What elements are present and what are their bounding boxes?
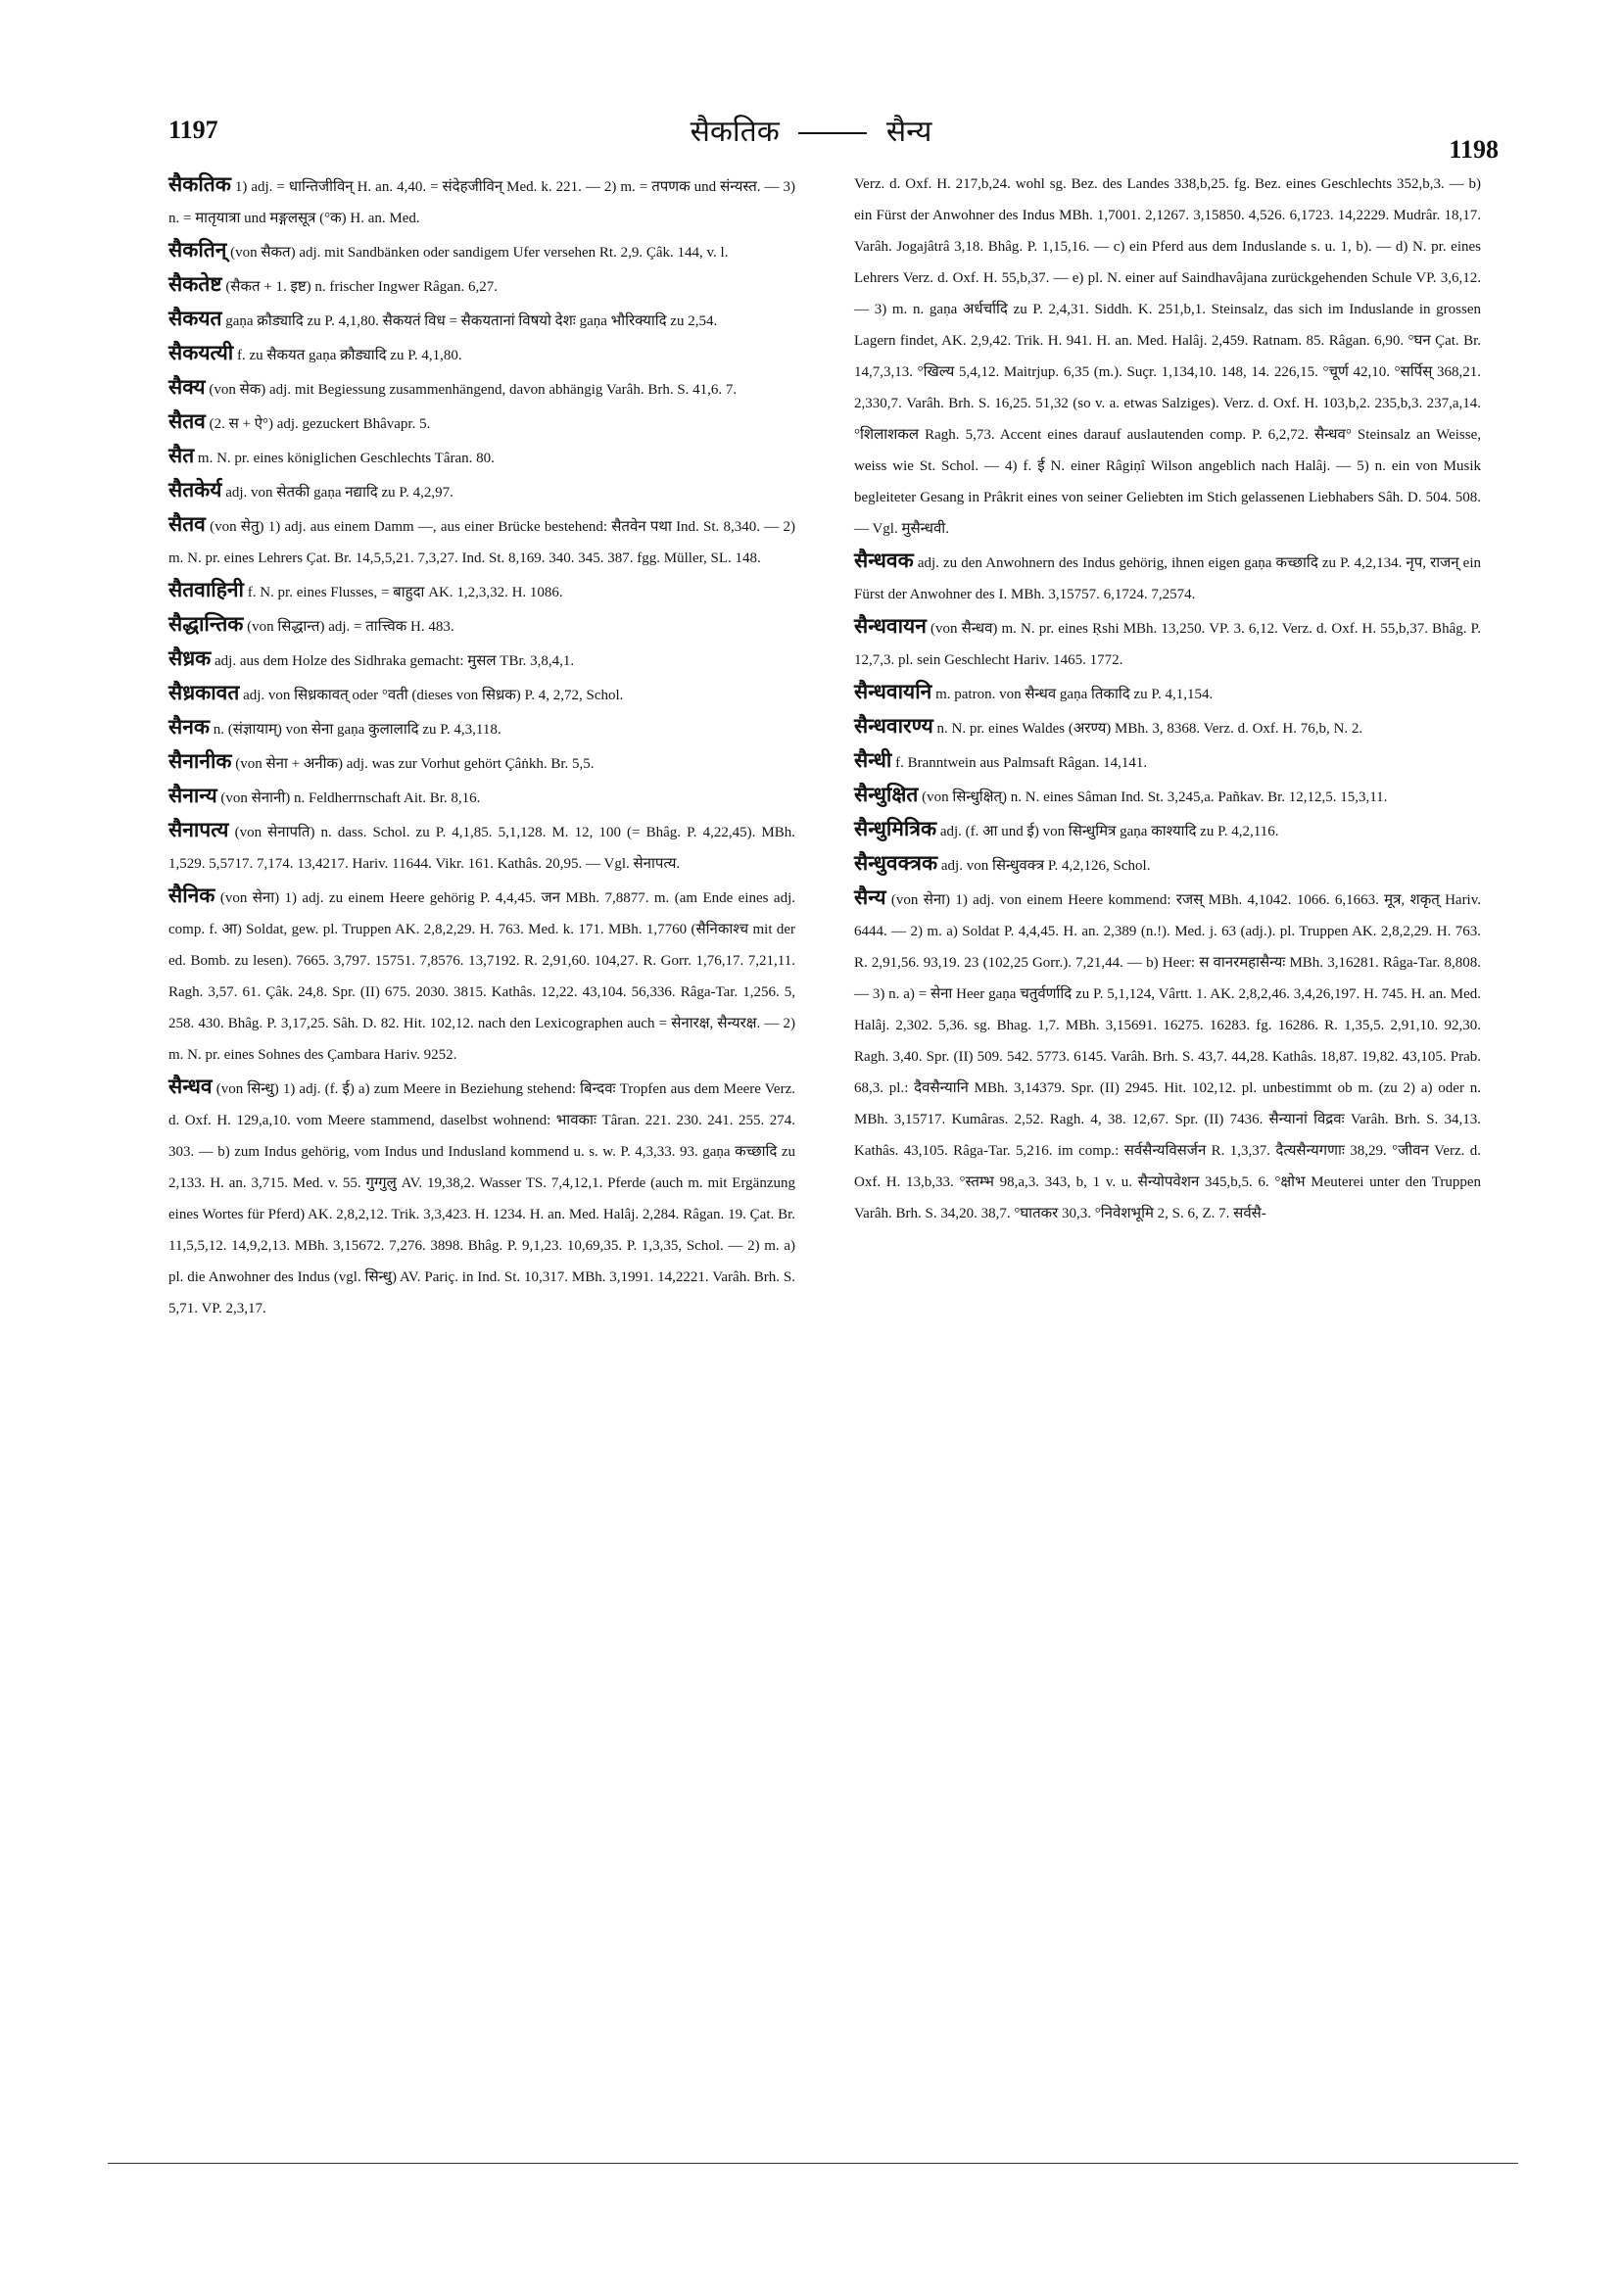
entry-text: adj. aus dem Holze des Sidhraka gemacht: मुसल TBr. 3,8,4,1. bbox=[215, 653, 575, 669]
dictionary-entry bbox=[168, 406, 795, 440]
entry-text: gaṇa क्रौड्यादि zu P. 4,1,80. सैकयतं विध = सैकयतानां विषयो देशः gaṇa भौरिक्यादि zu 2,54. bbox=[225, 313, 718, 329]
entry-headword: सैकयत्यी bbox=[168, 341, 234, 364]
dictionary-entry bbox=[854, 710, 1481, 744]
entry-text: adj. (f. आ und ई) von सिन्धुमित्र gaṇa काश्यादि zu P. 4,2,116. bbox=[939, 824, 1279, 839]
entry-text: 1) adj. = धान्तिजीविन् H. an. 4,40. = संदेहजीविन् Med. k. 221. — 2) m. = तपणक und संन्यस्त. — 3) n. = मातृयात्रा und मङ्गलसूत्र (°क) H. an. Med. bbox=[168, 179, 796, 226]
dictionary-entry bbox=[168, 677, 795, 711]
dictionary-entry bbox=[168, 234, 795, 268]
dictionary-entry bbox=[168, 303, 795, 337]
entry-text: f. Branntwein aus Palmsaft Râgan. 14,141. bbox=[895, 755, 1148, 771]
left-page-number: 1197 bbox=[168, 116, 218, 144]
entry-text: (von सिन्धु) 1) adj. (f. ई) a) zum Meere in Beziehung stehend: बिन्दवः Tropfen aus dem Meere Verz. d. Oxf. H. 129,a,10. vom Meere stammend, daselbst wohnend: भावकाः Târan. 221. 230. 241. 255. 274. 303. — b) zum Indus gehörig, vom Indus und Indusland kommend u. s. w. P. 4,3,33. 93. gaṇa कच्छादि zu 2,133. H. an. 3,715. Med. v. 55. गुग्गुलु AV. 19,38,2. Wasser TS. 7,4,12,1. Pferde (auch m. mit Ergänzung eines Wortes für Pferd) AK. 2,8,2,12. Trik. 3,3,423. H. 1234. H. an. Med. Halâj. 2,284. Râgan. 19. Çat. Br. 11,5,5,12. 14,9,2,13. MBh. 3,15672. 7,276. 3898. Bhâg. P. 9,1,23. 10,69,35. P. 1,3,35, Schol. — 2) m. a) pl. die Anwohner des Indus (vgl. सिन्धु) AV. Pariç. in Ind. St. 10,317. MBh. 3,1991. 14,2221. Varâh. Brh. S. 5,71. VP. 2,3,17. bbox=[168, 1081, 795, 1316]
entry-text: adj. von सिध्रकावत् oder °वती (dieses von सिध्रक) P. 4, 2,72, Schol. bbox=[243, 688, 624, 703]
dictionary-entry bbox=[168, 880, 795, 1071]
entry-text: adj. zu den Anwohnern des Indus gehörig, ihnen eigen gaṇa कच्छादि zu P. 4,2,134. नृप, राजन् ein Fürst der Anwohner des I. MBh. 3,15757. 6,1724. 7,2574. bbox=[854, 555, 1481, 602]
dictionary-entry bbox=[854, 610, 1481, 676]
entry-text: (von सैन्धव) m. N. pr. eines Ṛshi MBh. 13,250. VP. 3. 6,12. Verz. d. Oxf. H. 55,b,37. Bhâg. P. 12,7,3. pl. sein Geschlecht Hariv. 1465. 1772. bbox=[854, 621, 1481, 668]
entry-text: (2. स + ऐ°) adj. gezuckert Bhâvapr. 5. bbox=[209, 416, 431, 432]
entry-headword: सैक्य bbox=[168, 375, 206, 399]
entry-text: (von सेतु) 1) adj. aus einem Damm —, aus einer Brücke bestehend: सैतवेन पथा Ind. St. 8,340. — 2) m. N. pr. eines Lehrers Çat. Br. 14,5,5,21. 7,3,27. Ind. St. 8,169. 340. 345. 387. fgg. Müller, SL. 148. bbox=[168, 519, 795, 566]
entry-text: adj. von सेतकी gaṇa नद्यादि zu P. 4,2,97. bbox=[225, 485, 453, 501]
entry-headword: सैनान्य bbox=[168, 784, 217, 807]
entry-text: f. N. pr. eines Flusses, = बाहुदा AK. 1,2,3,32. H. 1086. bbox=[247, 585, 563, 600]
dictionary-entry bbox=[168, 337, 795, 371]
dictionary-entry bbox=[168, 1071, 795, 1324]
entry-headword: सैन्धवक bbox=[854, 549, 914, 572]
dictionary-entry bbox=[168, 574, 795, 608]
dictionary-entry bbox=[168, 508, 795, 574]
entry-text: adj. von सिन्धुवक्त्र P. 4,2,126, Schol. bbox=[940, 858, 1151, 874]
dictionary-entry bbox=[168, 643, 795, 677]
dictionary-entry bbox=[168, 474, 795, 508]
dictionary-entry bbox=[168, 780, 795, 814]
dictionary-entry bbox=[168, 168, 795, 234]
footer-rule bbox=[108, 2163, 1518, 2164]
entry-text: f. zu सैकयत gaṇa क्रौड्यादि zu P. 4,1,80. bbox=[236, 348, 462, 363]
entry-text: (von सेनापति) n. dass. Schol. zu P. 4,1,85. 5,1,128. M. 12, 100 (= Bhâg. P. 4,22,45). MBh. 1,529. 5,5717. 7,174. 13,4217. Hariv. 11644. Vikr. 161. Kathâs. 20,95. — Vgl. सेनापत्य. bbox=[168, 825, 796, 872]
entry-text: m. patron. von सैन्धव gaṇa तिकादि zu P. 4,1,154. bbox=[935, 687, 1214, 702]
dictionary-entry bbox=[854, 744, 1481, 779]
dictionary-entry bbox=[168, 371, 795, 406]
header-dash bbox=[798, 132, 867, 134]
entry-headword: सैकतिन् bbox=[168, 238, 227, 262]
entry-headword: सैध्रक bbox=[168, 646, 212, 670]
dictionary-entry bbox=[854, 676, 1481, 710]
entry-headword: सैन्धुवक्त्रक bbox=[854, 851, 938, 875]
entry-headword: सैन्धव bbox=[168, 1075, 213, 1098]
running-header bbox=[0, 110, 1622, 150]
entry-headword: सैकतेष्ट bbox=[168, 272, 222, 296]
dictionary-entry bbox=[854, 168, 1481, 545]
entry-text: n. N. pr. eines Waldes (अरण्य) MBh. 3, 8368. Verz. d. Oxf. H. 76,b, N. 2. bbox=[936, 721, 1363, 737]
entry-headword: सैतव bbox=[168, 409, 206, 433]
dictionary-entry bbox=[854, 813, 1481, 847]
entry-headword: सैतव bbox=[168, 512, 206, 536]
dictionary-entry bbox=[168, 711, 795, 745]
left-column bbox=[168, 168, 795, 1324]
dictionary-entry bbox=[854, 847, 1481, 882]
entry-text: (von सैकत) adj. mit Sandbänken oder sandigem Ufer versehen Rt. 2,9. Çâk. 144, v. l. bbox=[230, 245, 729, 261]
entry-headword: सैनिक bbox=[168, 884, 215, 907]
entry-text: (von सिद्धान्त) adj. = तात्त्विक H. 483. bbox=[247, 619, 454, 635]
right-column bbox=[854, 168, 1481, 1229]
entry-text: (von सेना) 1) adj. zu einem Heere gehörig P. 4,4,45. जन MBh. 7,8877. m. (am Ende eines adj. comp. f. आ) Soldat, gew. pl. Truppen AK. 2,8,2,29. H. 763. Med. k. 171. MBh. 1,7760 (सैनिकाश्च mit der ed. Bomb. zu lesen). 7665. 3,797. 15751. 7,8576. 13,7192. R. 2,91,60. 104,27. R. Gorr. 1,76,17. 7,21,11. Ragh. 3,57. 61. Çâk. 24,8. Spr. (II) 675. 2030. 3815. Kathâs. 12,22. 43,104. 56,336. Râga-Tar. 1,256. 5, 258. 430. Bhâg. P. 3,17,25. Sâh. D. 82. Hit. 102,12. nach den Lexicographen auch = सेनारक्ष, सैन्यरक्ष. — 2) m. N. pr. eines Sohnes des Çambara Hariv. 9252. bbox=[168, 890, 795, 1063]
dictionary-entry bbox=[854, 882, 1481, 1229]
entry-text: n. (संज्ञायाम्) von सेना gaṇa कुलालादि zu P. 4,3,118. bbox=[213, 722, 501, 738]
entry-headword: सैन्य bbox=[854, 885, 886, 909]
entry-headword: सैध्रकावत bbox=[168, 681, 240, 704]
entry-headword: सैन्धुमित्रिक bbox=[854, 817, 937, 840]
entry-headword: सैत bbox=[168, 444, 195, 467]
entry-headword: सैकयत bbox=[168, 307, 222, 330]
first-headword: सैकतिक bbox=[690, 115, 780, 149]
entry-text: (von सेनानी) n. Feldherrnschaft Ait. Br. 8,16. bbox=[220, 790, 481, 806]
entry-headword: सैन्धवारण्य bbox=[854, 714, 933, 738]
entry-text: (von सेना + अनीक) adj. was zur Vorhut gehört Çâṅkh. Br. 5,5. bbox=[235, 756, 595, 772]
entry-headword: सैन्धी bbox=[854, 748, 892, 772]
entry-text: Verz. d. Oxf. H. 217,b,24. wohl sg. Bez. des Landes 338,b,25. fg. Bez. eines Geschlechts 352,b,3. — b) ein Fürst der Anwohner des Indus MBh. 1,7001. 2,1267. 3,15850. 4,526. 6,1723. 14,2229. Mudrâr. 18,17. Varâh. Jogajâtrâ 3,18. Bhâg. P. 1,15,16. — c) ein Pferd aus dem Induslande s. u. 1, b). — d) N. pr. eines Lehrers Verz. d. Oxf. H. 55,b,37. — e) pl. N. einer auf Saindhavâjana zurückgehenden Schule VP. 3,6,12. — 3) m. n. gaṇa अर्धर्चादि zu P. 2,4,31. Siddh. K. 251,b,1. Steinsalz, das sich im Induslande in grossen Lagern findet, AK. 2,9,42. Trik. H. 941. H. an. Med. Halâj. 2,459. Ratnam. 85. Râgan. 6,90. °घन Çat. Br. 14,7,3,13. °खिल्य 5,4,12. Maitrjup. 6,35 (m.). Suçr. 1,134,10. 148, 14. 226,15. °चूर्ण 42,10. °सर्पिस् 368,21. 2,330,7. Varâh. Brh. S. 16,25. 51,32 (so v. a. etwas Salziges). Verz. d. Oxf. H. 103,b,2. 235,b,3. 237,a,14. °शिलाशकल Ragh. 5,73. Accent eines darauf auslautenden comp. P. 6,2,72. सैन्धव° Steinsalz an Weisse, weiss wie St. Schol. — 4) f. ई N. einer Râgiṇî Wilson angeblich nach Halâj. — 5) n. ein von Musik begleiteter Gesang in Prâkrit eines von seiner Geliebten im Stich gelassenen Liebhabers Sâh. D. 504. 508. — Vgl. मुसैन्धवी. bbox=[854, 176, 1481, 537]
entry-headword: सैन्धवायनि bbox=[854, 680, 932, 703]
entry-headword: सैनापत्य bbox=[168, 818, 229, 841]
entry-headword: सैनक bbox=[168, 715, 210, 739]
dictionary-entry bbox=[168, 745, 795, 780]
last-headword: सैन्य bbox=[885, 115, 932, 149]
dictionary-entry bbox=[854, 779, 1481, 813]
right-page-number: 1198 bbox=[1449, 135, 1499, 164]
entry-headword: सैतकेर्य bbox=[168, 478, 222, 502]
dictionary-entry bbox=[168, 608, 795, 643]
entry-headword: सैतवाहिनी bbox=[168, 578, 244, 601]
entry-headword: सैन्धुक्षित bbox=[854, 783, 919, 806]
dictionary-entry bbox=[168, 268, 795, 303]
entry-text: (सैकत + 1. इष्ट) n. frischer Ingwer Râgan. 6,27. bbox=[225, 279, 498, 295]
entry-text: (von सेक) adj. mit Begiessung zusammenhängend, davon abhängig Varâh. Brh. S. 41,6. 7. bbox=[209, 382, 738, 398]
entry-text: (von सिन्धुक्षित्) n. N. eines Sâman Ind. St. 3,245,a. Pañkav. Br. 12,12,5. 15,3,11. bbox=[922, 789, 1388, 805]
entry-headword: सैन्धवायन bbox=[854, 614, 927, 638]
dictionary-entry bbox=[168, 814, 795, 880]
entry-text: (von सेना) 1) adj. von einem Heere kommend: रजस् MBh. 4,1042. 1066. 6,1663. मूत्र, शकृत् Hariv. 6444. — 2) m. a) Soldat P. 4,4,45. H. an. 2,389 (n.!). Med. j. 63 (adj.). pl. Truppen AK. 2,8,2,29. H. 763. R. 2,91,56. 93,19. 23 (102,25 Gorr.). 7,21,44. — b) Heer: स वानरमहासैन्यः MBh. 3,16281. Râga-Tar. 8,808. — 3) n. a) = सेना Heer gaṇa चतुर्वर्णादि zu P. 5,1,124, Vârtt. 1. AK. 2,8,2,46. 3,4,26,197. H. 745. H. an. Med. Halâj. 2,302. 5,36. sg. Bhag. 1,7. MBh. 3,15691. 16275. 16283. fg. 16286. R. 1,35,5. 2,91,10. 92,30. Ragh. 3,40. Spr. (II) 509. 542. 5773. 6145. Varâh. Brh. S. 43,7. 44,28. Kathâs. 18,87. 19,82. 43,105. Prab. 68,3. pl.: दैवसैन्यानि MBh. 3,14379. Spr. (II) 2945. Hit. 102,12. pl. unbestimmt ob m. (zu 2) a) oder n. MBh. 3,15717. Kumâras. 2,52. Ragh. 4, 38. 12,67. Spr. (II) 7436. सैन्यानां विद्रवः Varâh. Brh. S. 34,13. Kathâs. 43,105. Râga-Tar. 5,216. im comp.: सर्वसैन्यविसर्जन R. 1,3,37. दैत्यसैन्यगणाः 38,29. °जीवन Verz. d. Oxf. H. 13,b,33. °स्तम्भ 98,a,3. 343, b, 1 v. u. सैन्योपवेशन 345,b,5. 6. °क्षोभ Meuterei unter den Truppen Varâh. Brh. S. 34,20. 38,7. °घातकर 30,3. °निवेशभूमि 2, S. 6, Z. 7. सर्वसै- bbox=[854, 892, 1482, 1221]
entry-headword: सैनानीक bbox=[168, 749, 232, 773]
dictionary-entry bbox=[854, 545, 1481, 610]
entry-text: m. N. pr. eines königlichen Geschlechts Târan. 80. bbox=[197, 451, 495, 466]
entry-headword: सैद्धान्तिक bbox=[168, 612, 244, 636]
dictionary-entry bbox=[168, 440, 795, 474]
entry-headword: सैकतिक bbox=[168, 172, 231, 196]
